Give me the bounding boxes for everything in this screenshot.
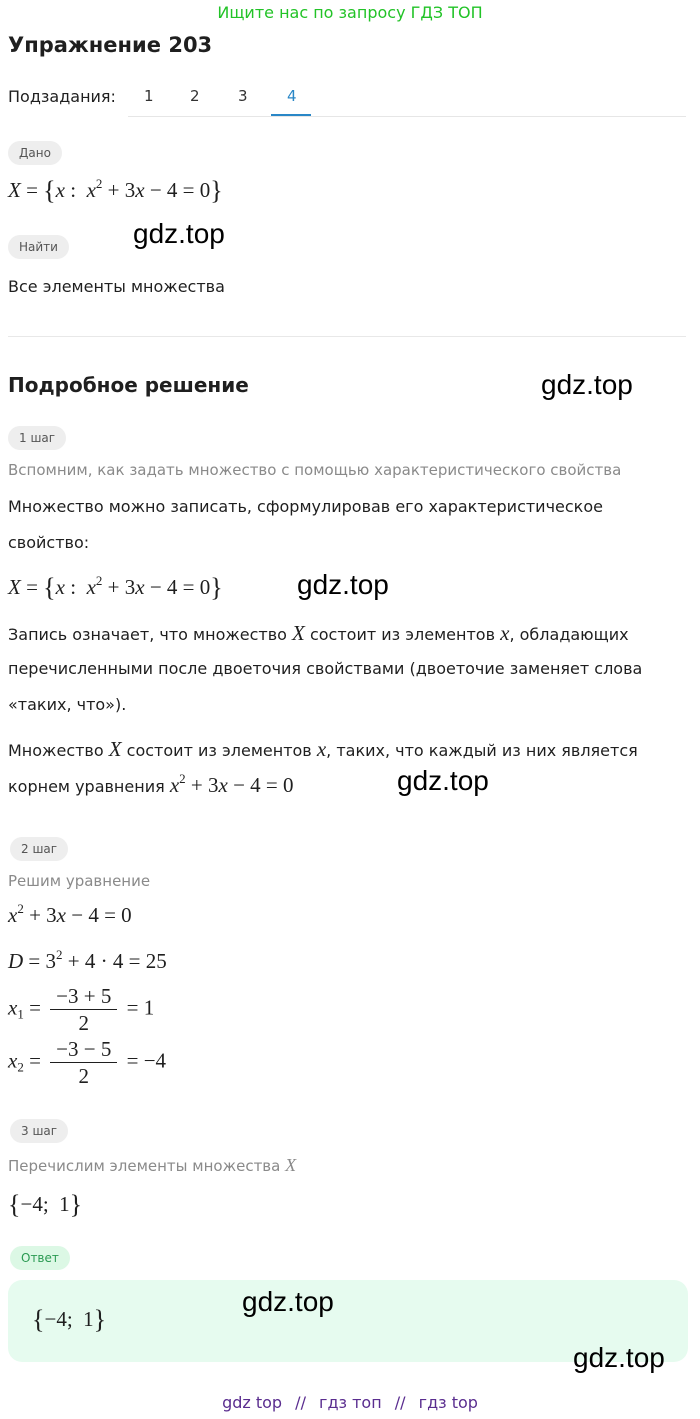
section-divider [8,336,686,337]
root-x2: $x_2$ = $\frac{-3 - 5}{2}$ = −4 [8,1037,167,1088]
tab-subtask-2[interactable]: 2 [190,87,200,105]
given-formula: X = {x : $x^2 + 3x - 4 = 0$} [8,176,223,205]
step1-paragraph3-line2: корнем уравнения $x^2 + 3x - 4 = 0$ [8,771,294,797]
solution-heading: Подробное решение [8,373,249,397]
tabs-divider [128,116,686,117]
step3-badge: 3 шаг [10,1119,68,1143]
step2-badge: 2 шаг [10,837,68,861]
footer-link[interactable]: гдз топ [319,1393,382,1412]
given-badge: Дано [8,141,62,165]
root-x1: $x_1$ = $\frac{-3 + 5}{2}$ = 1 [8,984,155,1035]
tab-subtask-3[interactable]: 3 [238,87,248,105]
step1-paragraph1-line1: Множество можно записать, сформулировав его характеристическое [8,497,603,516]
step1-paragraph2-line2: перечисленными после двоеточия свойствами (двоеточие заменяет слова [8,659,643,678]
footer-link[interactable]: гдз top [418,1393,478,1412]
subtasks-label: Подзадания: [8,87,116,106]
answer-value: {−4; 1} [32,1305,107,1334]
watermark: gdz.top [573,1342,665,1373]
footer-separator: // [295,1393,306,1412]
footer-links [0,1393,700,1412]
step1-formula: X = {x : $x^2 + 3x - 4 = 0$} [8,573,223,602]
tab-subtask-4[interactable]: 4 [287,87,297,105]
footer-link[interactable]: gdz top [222,1393,283,1412]
footer-separator: // [394,1393,406,1412]
watermark: gdz.top [541,369,633,400]
step2-hint: Решим уравнение [8,872,151,890]
find-badge: Найти [8,235,69,259]
step3-hint: Перечислим элементы множества X [8,1155,297,1175]
active-tab-indicator [271,114,311,116]
step1-paragraph2-line3: «таких, что»). [8,695,127,714]
watermark: gdz.top [133,218,225,249]
watermark: gdz.top [297,569,389,600]
answer-badge: Ответ [10,1246,70,1270]
find-text: Все элементы множества [8,277,225,296]
step1-paragraph2-line1: Запись означает, что множество X состоит из элементов x, обладающих [8,621,629,645]
set-elements: {−4; 1} [8,1190,83,1219]
step1-badge: 1 шаг [8,426,66,450]
promo-banner: Ищите нас по запросу ГДЗ ТОП [217,3,483,22]
tab-subtask-1[interactable]: 1 [144,87,154,105]
watermark: gdz.top [242,1286,334,1317]
page-title: Упражнение 203 [8,33,213,57]
step1-hint: Вспомним, как задать множество с помощью характеристического свойства [8,461,622,479]
equation: $x^2 + 3x - 4 = 0$ [8,901,132,927]
watermark: gdz.top [397,765,489,796]
step1-paragraph1-line2: свойство: [8,533,90,552]
step1-paragraph3-line1: Множество X состоит из элементов x, таких, что каждый из них является [8,737,638,761]
discriminant: $D = 3^2 + 4 \cdot 4 = 25$ [8,947,167,973]
